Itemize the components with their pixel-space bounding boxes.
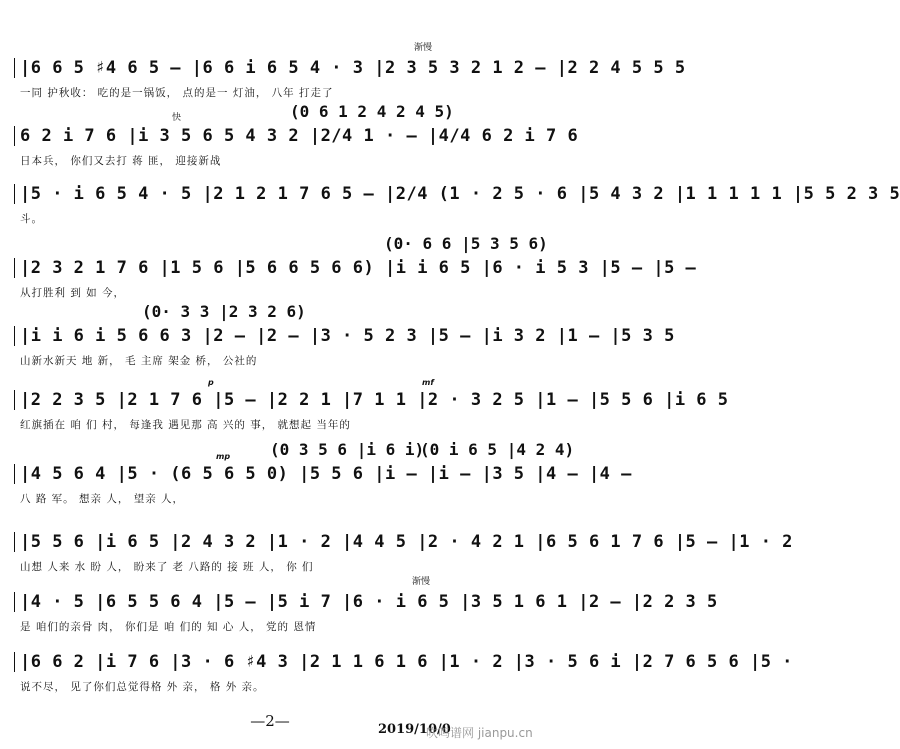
instrumental-phrase: (0· 6 6 |5 3 5 6) <box>384 234 548 253</box>
system-5 <box>14 302 675 368</box>
barline <box>14 532 15 552</box>
instrumental-phrase: (0 6 1 2 4 2 4 5) <box>290 102 454 121</box>
lyrics-line: 山想 人来 水 盼 人， 盼来了 老 八路的 接 班 人， 你 们 <box>20 561 314 573</box>
page-number: —2— <box>250 712 290 730</box>
barline <box>14 652 15 672</box>
notation-line: |2 2 3 5 |2 1 7 6 |5 — |2 2 1 |7 1 1 |2 · 3 2 5 |1 — |5 5 6 |i 6 5 <box>20 390 729 410</box>
barline <box>14 258 15 278</box>
barline <box>14 390 15 410</box>
barline <box>14 58 15 78</box>
system-3 <box>14 182 900 226</box>
notation-line: |i i 6 i 5 6 6 3 |2 — |2 — |3 · 5 2 3 |5 — |i 3 2 |1 — |5 3 5 <box>20 326 675 346</box>
notation-line: |2 3 2 1 7 6 |1 5 6 |5 6 6 5 6 6) |i i 6 5 |6 · i 5 3 |5 — |5 — <box>20 258 697 278</box>
notation-line: |5 · i 6 5 4 · 5 |2 1 2 1 7 6 5 — |2/4 (1 · 2 5 · 6 |5 4 3 2 |1 1 1 1 1 |5 5 2 3 5 <box>20 184 900 204</box>
dynamic-marking: mp <box>216 452 231 461</box>
system-2 <box>14 102 579 168</box>
lyrics-line: 从打胜利 到 如 今， <box>20 287 126 299</box>
instrumental-phrase: (0 i 6 5 |4 2 4) <box>420 440 575 459</box>
notation-line: |6 6 5 ♯4 6 5 — |6 6 i 6 5 4 · 3 |2 3 5 3 2 1 2 — |2 2 4 5 5 5 <box>20 58 686 78</box>
barline <box>14 464 15 484</box>
notation-line: |6 6 2 |i 7 6 |3 · 6 ♯4 3 |2 1 1 6 1 6 |1 · 2 |3 · 5 6 i |2 7 6 5 6 |5 · <box>20 652 793 672</box>
dynamic-marking: mf <box>422 378 434 387</box>
instrumental-phrase: (0 3 5 6 |i 6 i) <box>270 440 425 459</box>
watermark: 吹鸣谱网 jianpu.cn <box>426 726 533 740</box>
tempo-marking: 渐慢 <box>412 577 431 587</box>
barline <box>14 592 15 612</box>
lyrics-line: 说不尽， 见了你们总觉得格 外 亲， 格 外 亲。 <box>20 681 265 693</box>
barline <box>14 184 15 204</box>
lyrics-line: 日本兵， 你们又去打 蒋 匪， 迎接新战 <box>20 155 222 167</box>
instrumental-phrase: (0· 3 3 |2 3 2 6) <box>142 302 306 321</box>
barline <box>14 126 15 146</box>
date-stamp: 2019/10/0 <box>378 722 451 737</box>
lyrics-line: 斗。 <box>20 213 43 225</box>
lyrics-line: 八 路 军。 想亲 人， 望亲 人， <box>20 493 185 505</box>
notation-line: 6 2 i 7 6 |i 3 5 6 5 4 3 2 |2/4 1 · — |4/4 6 2 i 7 6 <box>20 126 579 146</box>
system-6 <box>14 378 729 432</box>
system-4 <box>14 234 697 300</box>
notation-line: |4 · 5 |6 5 5 6 4 |5 — |5 i 7 |6 · i 6 5 |3 5 1 6 1 |2 — |2 2 3 5 <box>20 592 718 612</box>
tempo-marking: 快 <box>172 113 182 123</box>
lyrics-line: 山新水新天 地 新， 毛 主席 架金 桥， 公社的 <box>20 355 258 367</box>
tempo-marking: 渐慢 <box>414 43 433 53</box>
dynamic-marking: p <box>208 378 214 387</box>
system-10 <box>14 650 793 694</box>
notation-line: |5 5 6 |i 6 5 |2 4 3 2 |1 · 2 |4 4 5 |2 · 4 2 1 |6 5 6 1 7 6 |5 — |1 · 2 <box>20 532 793 552</box>
notation-line: |4 5 6 4 |5 · (6 5 6 5 0) |5 5 6 |i — |i — |3 5 |4 — |4 — <box>20 464 632 484</box>
lyrics-line: 一同 护秋收： 吃的是一锅饭， 点的是一 灯油， 八年 打走了 <box>20 87 334 99</box>
system-8 <box>14 530 793 574</box>
system-7 <box>14 440 632 506</box>
system-9 <box>14 577 718 634</box>
lyrics-line: 是 咱们的亲骨 肉， 你们是 咱 们的 知 心 人， 党的 恩情 <box>20 621 317 633</box>
system-1 <box>14 43 686 100</box>
lyrics-line: 红旗插在 咱 们 村， 每逢我 遇见那 高 兴的 事， 就想起 当年的 <box>20 419 351 431</box>
barline <box>14 326 15 346</box>
